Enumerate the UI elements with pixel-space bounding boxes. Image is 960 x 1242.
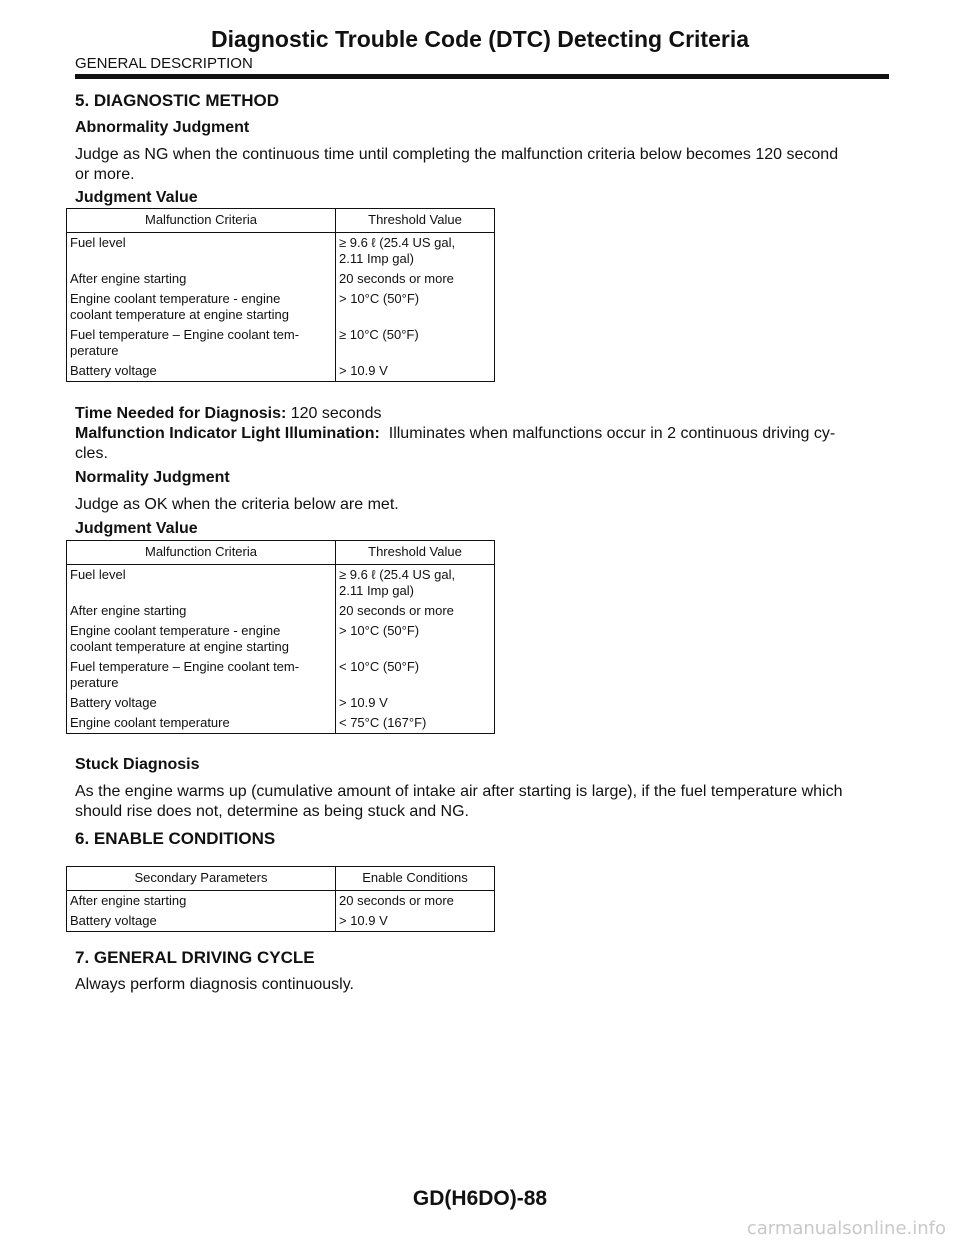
judgment-value-heading: Judgment Value (75, 520, 198, 537)
mil-illumination-text (75, 424, 889, 464)
cell-line: 20 seconds or more (339, 271, 454, 286)
condition-cell (336, 891, 495, 912)
cell-line: 2.11 Imp gal) (339, 251, 414, 266)
stuck-diagnosis-text (75, 782, 889, 822)
text-line: Judge as NG when the continuous time until completing the malfunction criteria below becomes 120 second (75, 146, 839, 163)
text-line: As the engine warms up (cumulative amount of intake air after starting is large), if the fuel temperature which (75, 783, 843, 800)
cell-line: Engine coolant temperature (70, 715, 230, 730)
header-rule (75, 74, 889, 79)
cell-line: coolant temperature at engine starting (70, 307, 289, 322)
cell-line: > 10.9 V (339, 913, 388, 928)
table-row (67, 325, 495, 361)
threshold-cell (336, 565, 495, 602)
table-row (67, 361, 495, 382)
cell-line: Fuel level (70, 235, 126, 250)
normality-criteria-table (66, 540, 495, 734)
cell-line: Engine coolant temperature - engine (70, 291, 281, 306)
criteria-cell (67, 713, 336, 734)
cell-line: Fuel temperature – Engine coolant tem- (70, 659, 300, 674)
parameter-cell (67, 891, 336, 912)
threshold-cell (336, 233, 495, 270)
abnormality-criteria-table (66, 208, 495, 382)
text-line: should rise does not, determine as being stuck and NG. (75, 803, 469, 820)
cell-line: Battery voltage (70, 363, 157, 378)
cell-line: Fuel level (70, 567, 126, 582)
general-driving-cycle-text: Always perform diagnosis continuously. (75, 976, 354, 993)
cell-line: > 10°C (50°F) (339, 623, 420, 638)
criteria-cell (67, 361, 336, 382)
cell-line: Fuel temperature – Engine coolant tem- (70, 327, 300, 342)
parameter-cell (67, 911, 336, 932)
cell-line: Engine coolant temperature - engine (70, 623, 281, 638)
cell-line: Battery voltage (70, 695, 157, 710)
table-row (67, 657, 495, 693)
table-row (67, 911, 495, 932)
table-row (67, 565, 495, 602)
mil-value: Illuminates when malfunctions occur in 2 continuous driving cy- (379, 425, 836, 442)
criteria-cell (67, 289, 336, 325)
column-header: Threshold Value (336, 541, 495, 565)
page-number: GD(H6DO)-88 (412, 1187, 548, 1210)
criteria-cell (67, 233, 336, 270)
stuck-diagnosis-heading: Stuck Diagnosis (75, 756, 200, 773)
table-header-row (67, 541, 495, 565)
criteria-cell (67, 657, 336, 693)
cell-line: perature (70, 343, 119, 358)
cell-line: 20 seconds or more (339, 893, 454, 908)
cell-line: < 75°C (167°F) (339, 715, 427, 730)
table-row (67, 713, 495, 734)
condition-cell (336, 911, 495, 932)
threshold-cell (336, 713, 495, 734)
criteria-cell (67, 601, 336, 621)
column-header: Threshold Value (336, 209, 495, 233)
abnormality-judgment-heading: Abnormality Judgment (75, 119, 250, 136)
cell-line: < 10°C (50°F) (339, 659, 420, 674)
column-header: Enable Conditions (336, 867, 495, 891)
cell-line: 2.11 Imp gal) (339, 583, 414, 598)
criteria-cell (67, 621, 336, 657)
threshold-cell (336, 269, 495, 289)
cell-line: After engine starting (70, 603, 187, 618)
criteria-cell (67, 693, 336, 713)
threshold-cell (336, 289, 495, 325)
criteria-cell (67, 325, 336, 361)
time-needed-line (75, 404, 889, 424)
table-row (67, 269, 495, 289)
enable-conditions-table (66, 866, 495, 932)
criteria-cell (67, 565, 336, 602)
cell-line: Battery voltage (70, 913, 157, 928)
time-needed-label: Time Needed for Diagnosis: (75, 405, 287, 422)
cell-line: coolant temperature at engine starting (70, 639, 289, 654)
threshold-cell (336, 657, 495, 693)
general-driving-cycle-heading: 7. GENERAL DRIVING CYCLE (75, 948, 315, 967)
cell-line: > 10.9 V (339, 363, 388, 378)
table-row (67, 693, 495, 713)
enable-conditions-heading: 6. ENABLE CONDITIONS (75, 829, 276, 848)
column-header: Malfunction Criteria (67, 541, 336, 565)
site-watermark: carmanualsonline.info (746, 1218, 946, 1239)
column-header: Secondary Parameters (67, 867, 336, 891)
normality-judgment-text: Judge as OK when the criteria below are met. (75, 496, 399, 513)
cell-line: After engine starting (70, 893, 187, 908)
cell-line: ≥ 9.6 ℓ (25.4 US gal, (339, 567, 456, 582)
mil-label: Malfunction Indicator Light Illumination: (75, 425, 380, 442)
text-line (75, 424, 889, 444)
text-line: cles. (75, 445, 108, 462)
abnormality-judgment-text (75, 145, 889, 185)
section-subtitle: GENERAL DESCRIPTION (75, 55, 253, 72)
cell-line: 20 seconds or more (339, 603, 454, 618)
table-header-row (67, 867, 495, 891)
text-line: or more. (75, 166, 135, 183)
cell-line: ≥ 10°C (50°F) (339, 327, 419, 342)
table-row (67, 601, 495, 621)
threshold-cell (336, 693, 495, 713)
table-row (67, 621, 495, 657)
normality-judgment-heading: Normality Judgment (75, 469, 230, 486)
table-row (67, 289, 495, 325)
page-title: Diagnostic Trouble Code (DTC) Detecting Criteria (211, 26, 749, 52)
time-needed-value: 120 seconds (286, 405, 382, 422)
column-header: Malfunction Criteria (67, 209, 336, 233)
threshold-cell (336, 325, 495, 361)
cell-line: > 10°C (50°F) (339, 291, 420, 306)
threshold-cell (336, 361, 495, 382)
table-row (67, 891, 495, 912)
table-header-row (67, 209, 495, 233)
threshold-cell (336, 601, 495, 621)
threshold-cell (336, 621, 495, 657)
cell-line: ≥ 9.6 ℓ (25.4 US gal, (339, 235, 456, 250)
judgment-value-heading: Judgment Value (75, 189, 198, 206)
diagnostic-method-heading: 5. DIAGNOSTIC METHOD (75, 91, 280, 110)
table-row (67, 233, 495, 270)
cell-line: After engine starting (70, 271, 187, 286)
cell-line: perature (70, 675, 119, 690)
cell-line: > 10.9 V (339, 695, 388, 710)
criteria-cell (67, 269, 336, 289)
